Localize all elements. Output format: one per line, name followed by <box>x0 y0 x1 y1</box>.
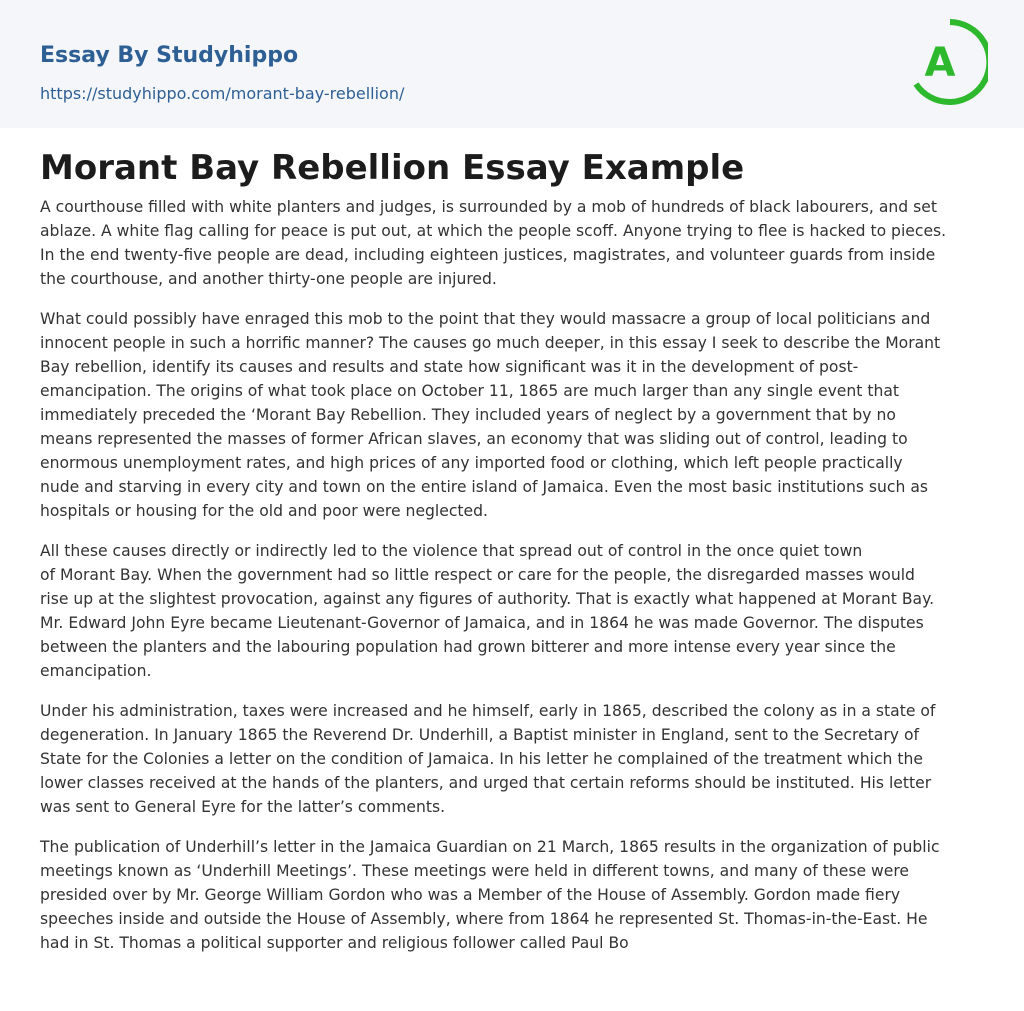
paragraph-3: All these causes directly or indirectly led to the violence that spread out of control in the once quiet town of Morant Bay. When the government had so little respect or care for the people, the disregarded masses would rise up at the slightest provocation, against any figures of authority. That is exactly what happened at Morant Bay. Mr. Edward John Eyre became Lieutenant-Governor of Jamaica, and in 1864 he was made Governor. The disputes between the planters and the labouring population had grown bitterer and more intense every year since the emancipation. <box>40 542 935 680</box>
paragraph-5: The publication of Underhill’s letter in the Jamaica Guardian on 21 March, 1865 results in the organization of public meetings known as ‘Underhill Meetings’. These meetings were held in different towns, and many of these were presided over by Mr. George William Gordon who was a Member of the House of Assembly. Gordon made fiery speeches inside and outside the House of Assembly, where from 1864 he represented St. Thomas-in-the-East. He had in St. Thomas a political supporter and religious follower called Paul Bo <box>40 838 940 952</box>
paragraph-1: A courthouse filled with white planters and judges, is surrounded by a mob of hundreds of black labourers, and set ablaze. A white flag calling for peace is put out, at which the people scoff. Anyone trying to flee is hacked to pieces. In the end twenty-five people are dead, including eighteen justices, magistrates, and volunteer guards from inside the courthouse, and another thirty-one people are injured. <box>40 198 947 288</box>
logo-letter: A <box>924 40 956 86</box>
site-header <box>0 0 1024 128</box>
article-url-link[interactable]: https://studyhippo.com/morant-bay-rebellion/ <box>40 84 405 103</box>
studyhippo-logo-icon[interactable] <box>910 18 988 106</box>
paragraph-4: Under his administration, taxes were increased and he himself, early in 1865, described the colony as in a state of degeneration. In January 1865 the Reverend Dr. Underhill, a Baptist minister in England, sent to the Secretary of State for the Colonies a letter on the condition of Jamaica. In his letter he complained of the treatment which the lower classes received at the hands of the planters, and urged that certain reforms should be instituted. His letter was sent to General Eyre for the latter’s comments. <box>40 702 936 816</box>
paragraph-2: What could possibly have enraged this mob to the point that they would massacre a group of local politicians and innocent people in such a horrific manner? The causes go much deeper, in this essay I seek to describe the Morant Bay rebellion, identify its causes and results and state how significant was it in the development of post- emancipation. The origins of what took place on October 11, 1865 are much larger than any single event that immediately preceded the ‘Morant Bay Rebellion. They included years of neglect by a government that by no means represented the masses of former African slaves, an economy that was sliding out of control, leading to enormous unemployment rates, and high prices of any imported food or clothing, which left people practically nude and starving in every city and town on the entire island of Jamaica. Even the most basic institutions such as hospitals or housing for the old and poor were neglected. <box>40 310 941 520</box>
site-brand[interactable]: Essay By Studyhippo <box>40 43 299 68</box>
page-title: Morant Bay Rebellion Essay Example <box>40 148 745 188</box>
article-body <box>40 146 980 971</box>
